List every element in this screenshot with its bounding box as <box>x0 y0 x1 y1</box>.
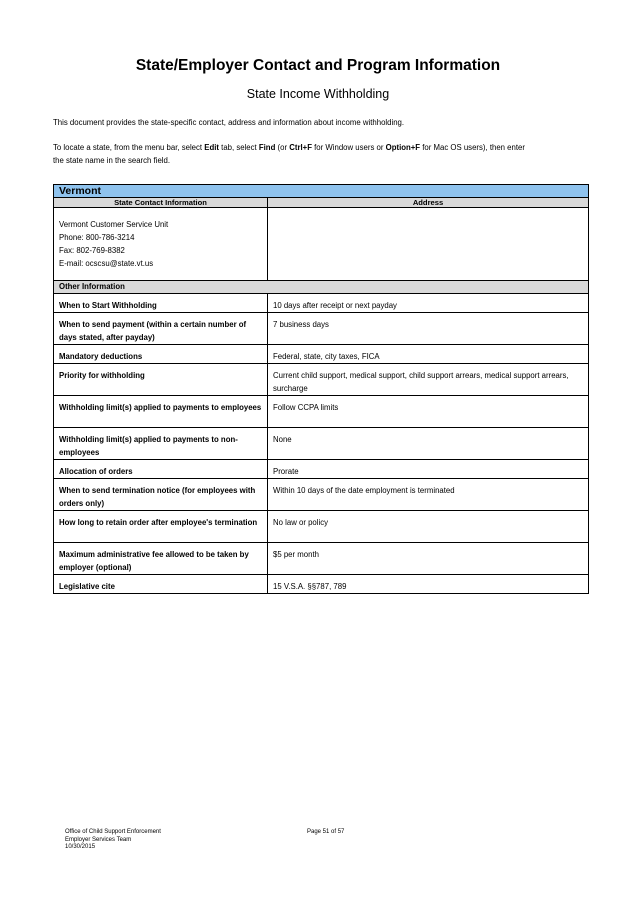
table-row <box>54 294 589 313</box>
instruction-text: (or <box>275 143 290 152</box>
row-label: Priority for withholding <box>54 364 268 396</box>
row-label: How long to retain order after employee's termination <box>54 511 268 543</box>
intro-paragraph: This document provides the state-specific contact, address and information about income withholding. <box>53 118 405 127</box>
contact-email: E-mail: ocscsu@state.vt.us <box>59 259 154 268</box>
table-row <box>54 543 589 575</box>
row-value: Within 10 days of the date employment is terminated <box>268 479 589 511</box>
footer-team: Employer Services Team <box>65 836 132 843</box>
row-label: Withholding limit(s) applied to payments to non-employees <box>54 428 268 460</box>
row-value: 10 days after receipt or next payday <box>268 294 589 313</box>
footer-left <box>65 829 161 852</box>
page-subtitle: State Income Withholding <box>246 87 390 101</box>
footer-office: Office of Child Support Enforcement <box>65 829 161 835</box>
state-name-row <box>54 185 589 198</box>
row-value: Federal, state, city taxes, FICA <box>268 345 589 364</box>
row-label: When to Start Withholding <box>54 294 268 313</box>
contact-cell <box>54 208 268 281</box>
contact-fax: Fax: 802-769-8382 <box>59 246 125 255</box>
instruction-text: tab, select <box>219 143 259 152</box>
table-row <box>54 511 589 543</box>
instruction-find: Find <box>258 143 276 152</box>
other-info-row <box>54 281 589 294</box>
footer-page-number: Page 51 of 57 <box>307 829 345 835</box>
table-row <box>54 396 589 428</box>
row-label: Mandatory deductions <box>54 345 268 364</box>
address-cell <box>268 208 589 281</box>
column-header-row <box>54 198 589 208</box>
contact-row <box>54 208 589 281</box>
table-row <box>54 479 589 511</box>
instruction-text: for Mac OS users), then enter <box>420 143 525 152</box>
instruction-edit: Edit <box>204 143 219 152</box>
table-row <box>54 428 589 460</box>
table-row <box>54 575 589 594</box>
row-label: Withholding limit(s) applied to payments to employees <box>54 396 268 428</box>
contact-name: Vermont Customer Service Unit <box>59 220 169 229</box>
state-name: Vermont <box>54 185 589 198</box>
instruction-text: for Window users or <box>311 143 386 152</box>
row-label: Maximum administrative fee allowed to be taken by employer (optional) <box>54 543 268 575</box>
other-info-label: Other Information <box>54 281 589 294</box>
table-row <box>54 364 589 396</box>
row-value: 7 business days <box>268 313 589 345</box>
instruction-text: To locate a state, from the menu bar, select <box>53 143 205 152</box>
row-value: $5 per month <box>268 543 589 575</box>
row-label: Legislative cite <box>54 575 268 594</box>
instruction-ctrl-f: Ctrl+F <box>289 143 312 152</box>
row-label: When to send payment (within a certain number of days stated, after payday) <box>54 313 268 345</box>
instruction-text: the state name in the search field. <box>53 156 171 165</box>
row-label: When to send termination notice (for employees with orders only) <box>54 479 268 511</box>
table-row <box>54 460 589 479</box>
address-header: Address <box>268 198 589 208</box>
contact-phone: Phone: 800-786-3214 <box>59 233 135 242</box>
row-label: Allocation of orders <box>54 460 268 479</box>
state-info-table <box>53 184 589 594</box>
row-value: 15 V.S.A. §§787, 789 <box>268 575 589 594</box>
row-value: Follow CCPA limits <box>268 396 589 428</box>
table-row <box>54 313 589 345</box>
page-title: State/Employer Contact and Program Information <box>135 57 501 74</box>
row-value: Prorate <box>268 460 589 479</box>
row-value: None <box>268 428 589 460</box>
instruction-option-f: Option+F <box>385 143 421 152</box>
row-value: No law or policy <box>268 511 589 543</box>
row-value: Current child support, medical support, child support arrears, medical support arrears, surcharge <box>268 364 589 396</box>
table-row <box>54 345 589 364</box>
search-instructions <box>53 141 587 167</box>
footer-date: 10/30/2015 <box>65 844 96 850</box>
contact-header: State Contact Information <box>54 198 268 208</box>
